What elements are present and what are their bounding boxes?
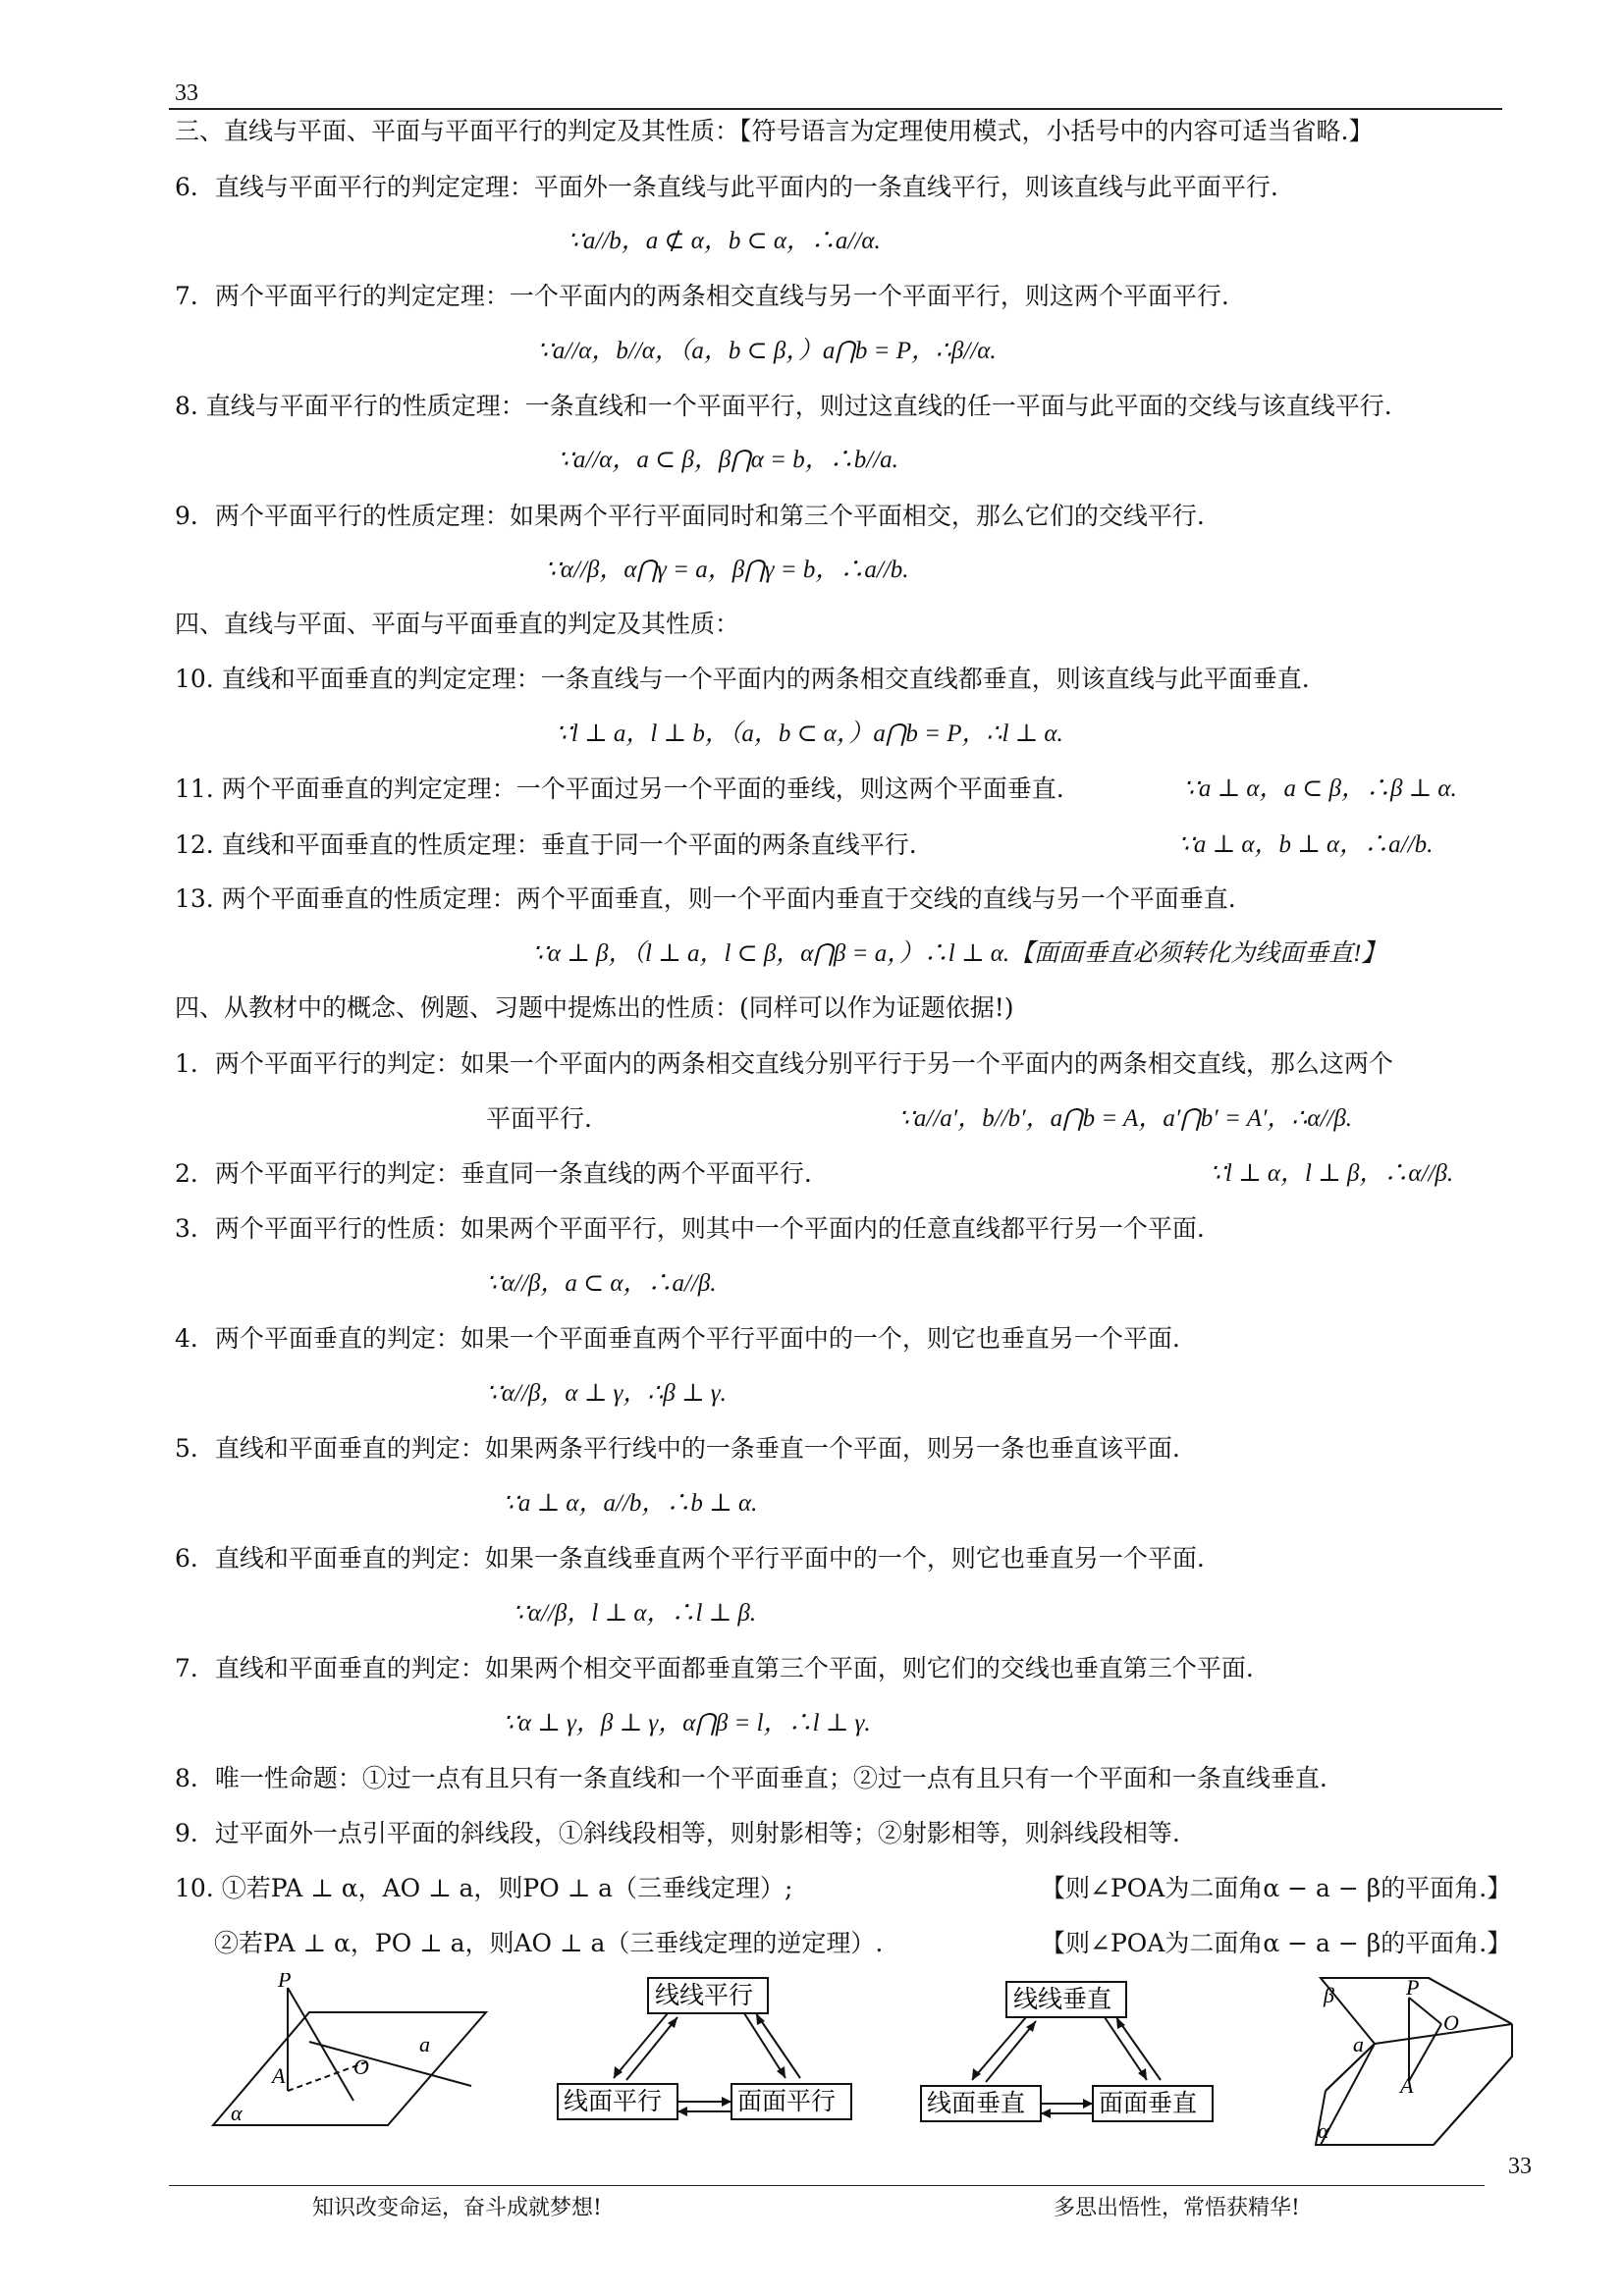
formula-p2: ∵l ⊥ α，l ⊥ β，∴α//β.	[1210, 1160, 1454, 1187]
property-7: 7．直线和平面垂直的判定：如果两个相交平面都垂直第三个平面，则它们的交线也垂直第三个平面.	[175, 1654, 1254, 1682]
figure-three-perpendiculars	[201, 1973, 515, 2150]
label-a-line: a	[419, 2032, 430, 2056]
formula-p6: ∵α//β，l ⊥ α，∴l ⊥ β.	[513, 1600, 757, 1627]
segment-po	[1409, 1998, 1441, 2024]
label-p: P	[278, 1973, 292, 1992]
property-1: 1．两个平面平行的判定：如果一个平面内的两条相交直线分别平行于另一个平面内的两条相交直线，那么这两个	[175, 1049, 1393, 1078]
footer-page-number: 33	[1508, 2154, 1532, 2179]
plane-alpha-outline	[213, 2012, 486, 2125]
theorem-9: 9．两个平面平行的性质定理：如果两个平行平面同时和第三个平面相交，那么它们的交线平行.	[175, 502, 1205, 530]
formula-p7: ∵α ⊥ γ，β ⊥ γ，α⋂β = l，∴l ⊥ γ.	[503, 1710, 871, 1736]
theorem-7: 7．两个平面平行的判定定理：一个平面内的两条相交直线与另一个平面平行，则这两个平面平行.	[175, 282, 1229, 310]
property-9: 9．过平面外一点引平面的斜线段，①斜线段相等，则射影相等；②射影相等，则斜线段相等.	[175, 1819, 1180, 1847]
figure-perpendicular-relations	[913, 1968, 1227, 2145]
property-6: 6．直线和平面垂直的判定：如果一条直线垂直两个平行平面中的一个，则它也垂直另一个平面.	[175, 1544, 1205, 1573]
label-plane-plane-parallel: 面面平行	[737, 2087, 837, 2115]
property-10b-note: 【则∠POA为二面角α − a − β的平面角.】	[1041, 1929, 1512, 1957]
formula-8: ∵a//α，a ⊂ β，β⋂α = b，∴b//a.	[558, 447, 898, 473]
footer-motto-left: 知识改变命运，奋斗成就梦想!	[312, 2196, 602, 2220]
formula-13: ∵α ⊥ β，（l ⊥ a，l ⊂ β，α⋂β = a，）∴l ⊥ α.【面面垂直必须转化为线面垂直!】	[532, 940, 1386, 967]
label-a-point: A	[272, 2063, 286, 2088]
footer-motto-right: 多思出悟性，常悟获精华!	[1054, 2196, 1300, 2220]
line-a	[309, 2042, 471, 2086]
formula-9: ∵α//β，α⋂γ = a，β⋂γ = b，∴a//b.	[545, 557, 909, 583]
label-o: O	[1443, 2010, 1459, 2035]
label-o: O	[353, 2055, 369, 2079]
property-4: 4．两个平面垂直的判定：如果一个平面垂直两个平行平面中的一个，则它也垂直另一个平面.	[175, 1324, 1180, 1353]
footer-rule	[169, 2185, 1485, 2186]
label-alpha: α	[231, 2101, 243, 2125]
label-line-plane-parallel: 线面平行	[564, 2087, 663, 2115]
theorem-12: 12. 直线和平面垂直的性质定理：垂直于同一个平面的两条直线平行.	[175, 830, 917, 859]
property-10a: 10. ①若PA ⊥ α，AO ⊥ a，则PO ⊥ a（三垂线定理）;	[175, 1874, 793, 1902]
theorem-6: 6．直线与平面平行的判定定理：平面外一条直线与此平面内的一条直线平行，则该直线与此平面平行.	[175, 173, 1278, 201]
property-8: 8．唯一性命题：①过一点有且只有一条直线和一个平面垂直；②过一点有且只有一个平面和一条直线垂直.	[175, 1764, 1327, 1792]
theorem-11: 11. 两个平面垂直的判定定理：一个平面过另一个平面的垂线，则这两个平面垂直.	[175, 774, 1064, 803]
segment-ao	[1409, 2024, 1441, 2081]
section3-title: 三、直线与平面、平面与平面平行的判定及其性质：【符号语言为定理使用模式，小括号中的内容可适当省略.】	[175, 117, 1374, 145]
label-plane-plane-perpendicular: 面面垂直	[1099, 2089, 1198, 2117]
theorem-8: 8. 直线与平面平行的性质定理：一条直线和一个平面平行，则过这直线的任一平面与此平面的交线与该直线平行.	[175, 392, 1392, 420]
label-line-line-parallel: 线线平行	[655, 1981, 754, 2009]
formula-p1: ∵a//a′，b//b′，a⋂b = A，a′⋂b′ = A′，∴α//β.	[898, 1105, 1353, 1132]
figure-parallel-relations	[550, 1968, 864, 2145]
formula-p4: ∵α//β，α ⊥ γ，∴β ⊥ γ.	[486, 1380, 727, 1407]
formula-p3: ∵α//β，a ⊂ α，∴a//β.	[486, 1270, 717, 1297]
header-page-number: 33	[175, 80, 198, 106]
formula-12: ∵a ⊥ α，b ⊥ α，∴a//b.	[1178, 831, 1434, 858]
theorem-10: 10. 直线和平面垂直的判定定理：一条直线与一个平面内的两条相交直线都垂直，则该直线与此平面垂直.	[175, 665, 1310, 693]
formula-10: ∵l ⊥ a，l ⊥ b，（a，b ⊂ α，）a⋂b = P，∴l ⊥ α.	[556, 721, 1063, 747]
section5-title: 四、从教材中的概念、例题、习题中提炼出的性质：(同样可以作为证题依据!)	[175, 993, 1014, 1022]
property-1-cont: 平面平行.	[486, 1104, 592, 1133]
formula-6: ∵a//b，a ⊄ α，b ⊂ α，∴a//α.	[568, 228, 881, 254]
label-beta: β	[1324, 1983, 1334, 2007]
label-a-point: A	[1400, 2073, 1414, 2098]
formula-p5: ∵a ⊥ α，a//b，∴b ⊥ α.	[503, 1490, 758, 1517]
property-3: 3．两个平面平行的性质：如果两个平面平行，则其中一个平面内的任意直线都平行另一个平面.	[175, 1214, 1205, 1243]
formula-7: ∵a//α，b//α，（a，b ⊂ β，）a⋂b = P，∴β//α.	[537, 338, 997, 364]
property-5: 5．直线和平面垂直的判定：如果两条平行线中的一条垂直一个平面，则另一条也垂直该平面.	[175, 1434, 1180, 1463]
label-alpha: α	[1318, 2118, 1329, 2143]
property-2: 2．两个平面平行的判定：垂直同一条直线的两个平面平行.	[175, 1159, 812, 1188]
figure-dihedral-angle	[1296, 1963, 1522, 2160]
plane-alpha-outline	[1316, 2024, 1512, 2145]
label-a-line: a	[1353, 2032, 1364, 2056]
header-rule	[169, 108, 1502, 110]
label-line-line-perpendicular: 线线垂直	[1013, 1985, 1112, 2013]
theorem-13: 13. 两个平面垂直的性质定理：两个平面垂直，则一个平面内垂直于交线的直线与另一个平面垂直.	[175, 884, 1236, 913]
property-10b: ②若PA ⊥ α，PO ⊥ a，则AO ⊥ a（三垂线定理的逆定理）.	[214, 1929, 884, 1957]
formula-11: ∵a ⊥ α，a ⊂ β，∴β ⊥ α.	[1183, 775, 1457, 802]
label-line-plane-perpendicular: 线面垂直	[927, 2089, 1026, 2117]
property-10a-note: 【则∠POA为二面角α − a − β的平面角.】	[1041, 1874, 1512, 1902]
section4-title: 四、直线与平面、平面与平面垂直的判定及其性质：	[175, 610, 740, 638]
label-p: P	[1406, 1975, 1420, 2000]
